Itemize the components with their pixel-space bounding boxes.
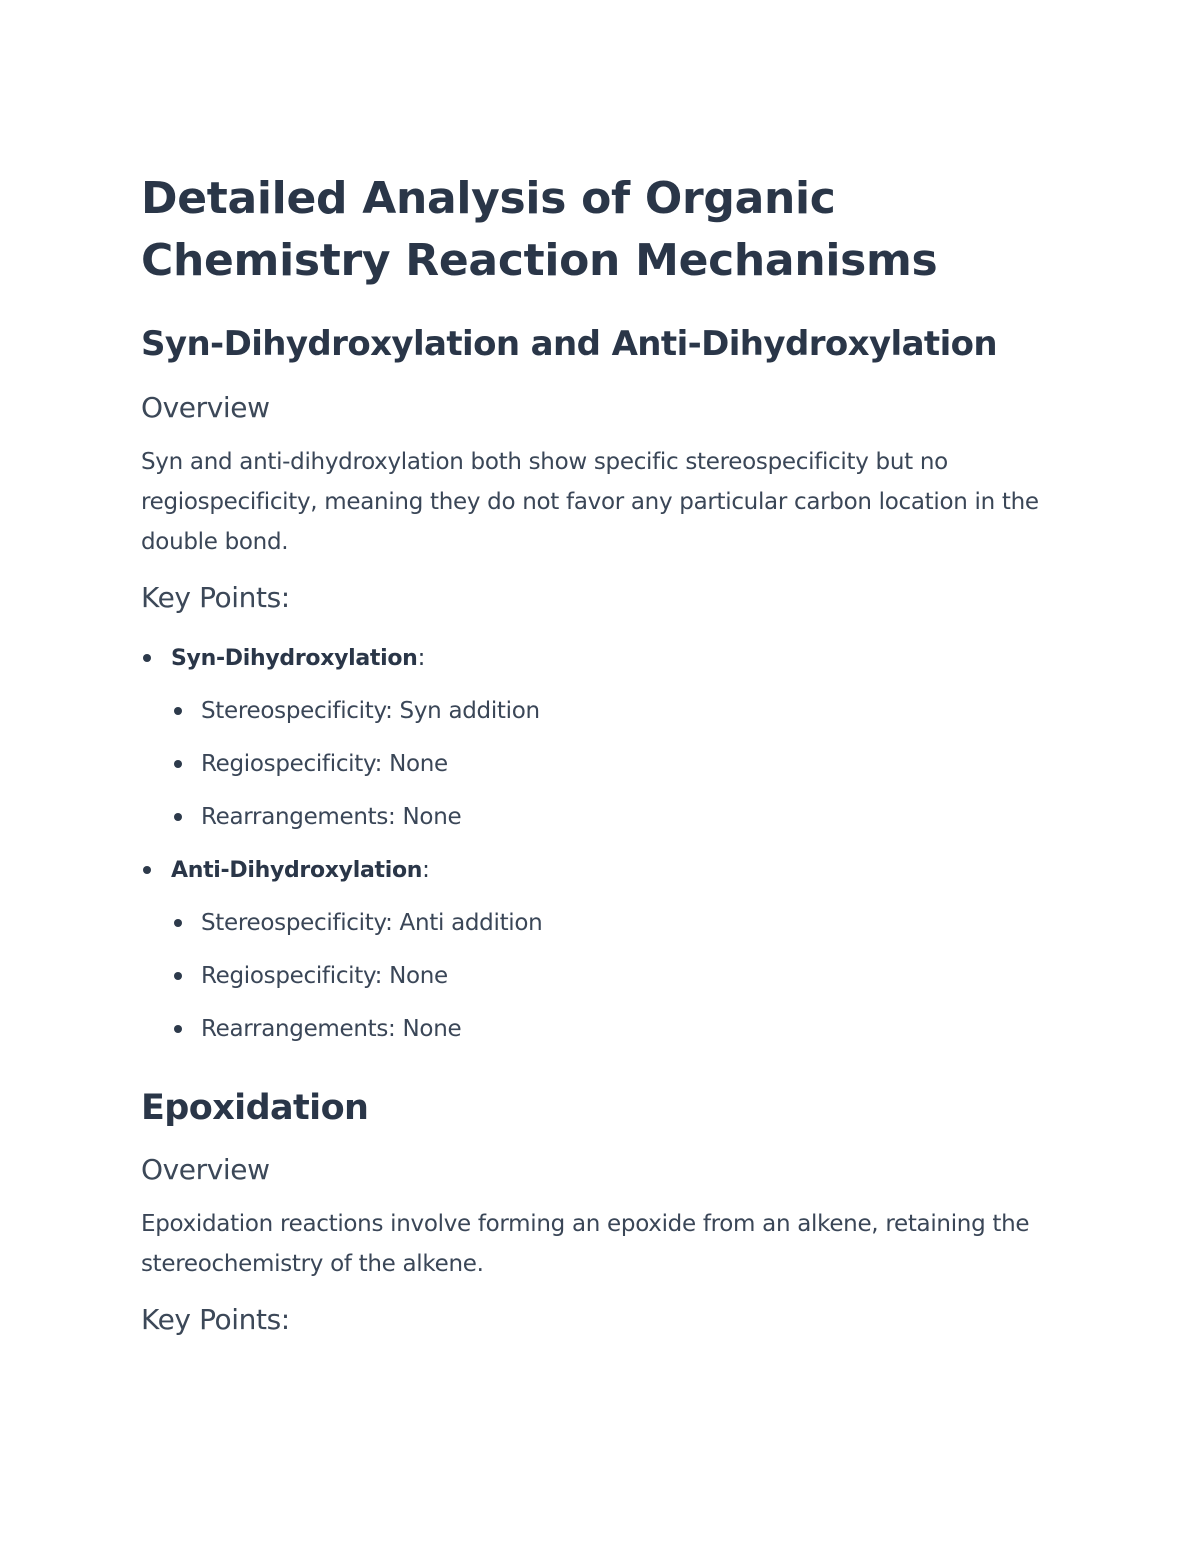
list-item-label-suffix: : xyxy=(417,645,426,671)
sub-list-item xyxy=(171,1003,1060,1056)
bullet-dot-icon xyxy=(174,972,182,980)
key-points-heading: Key Points: xyxy=(141,581,290,614)
sub-list-item-text: Regiospecificity: None xyxy=(201,751,448,777)
bullet-dot-icon xyxy=(174,919,182,927)
section-dihydroxylation xyxy=(141,322,1060,1056)
bullet-dot-icon xyxy=(174,813,182,821)
sub-list-item xyxy=(171,950,1060,1003)
list-item-label-suffix: : xyxy=(422,857,430,883)
overview-text: Epoxidation reactions involve forming an epoxide from an alkene, retaining the stereochemistry of the alkene. xyxy=(141,1211,1030,1277)
sub-list xyxy=(171,897,1060,1056)
section-heading: Epoxidation xyxy=(141,1088,369,1128)
list-item-syn-dihydroxylation xyxy=(141,632,1060,844)
key-points-list xyxy=(141,632,1060,1056)
sub-list-item-text: Rearrangements: None xyxy=(201,804,462,830)
bullet-dot-icon xyxy=(174,760,182,768)
overview-heading: Overview xyxy=(141,1153,270,1186)
bullet-dot-icon xyxy=(143,654,151,662)
bullet-dot-icon xyxy=(174,1025,182,1033)
section-epoxidation xyxy=(141,1086,1060,1340)
sub-list xyxy=(171,685,1060,844)
overview-heading: Overview xyxy=(141,391,270,424)
sub-list-item xyxy=(171,897,1060,950)
overview-text: Syn and anti-dihydroxylation both show specific stereospecificity but no regiospecificity, meaning they do not favor any particular carbon location in the double bond. xyxy=(141,449,1039,555)
sub-list-item-text: Stereospecificity: Anti addition xyxy=(201,910,543,936)
bullet-dot-icon xyxy=(143,866,151,874)
list-item-label: Syn-Dihydroxylation xyxy=(171,646,418,671)
sub-list-item xyxy=(171,738,1060,791)
sub-list-item xyxy=(171,791,1060,844)
sub-list-item-text: Stereospecificity: Syn addition xyxy=(201,698,540,724)
sub-list-item xyxy=(171,685,1060,738)
list-item-label: Anti-Dihydroxylation xyxy=(171,858,423,883)
list-item-anti-dihydroxylation xyxy=(141,844,1060,1056)
sub-list-item-text: Rearrangements: None xyxy=(201,1016,462,1042)
bullet-dot-icon xyxy=(174,707,182,715)
section-heading: Syn-Dihydroxylation and Anti-Dihydroxylation xyxy=(141,324,998,364)
sub-list-item-text: Regiospecificity: None xyxy=(201,963,448,989)
document-title: Detailed Analysis of Organic Chemistry Reaction Mechanisms xyxy=(141,173,938,286)
key-points-heading: Key Points: xyxy=(141,1303,290,1336)
